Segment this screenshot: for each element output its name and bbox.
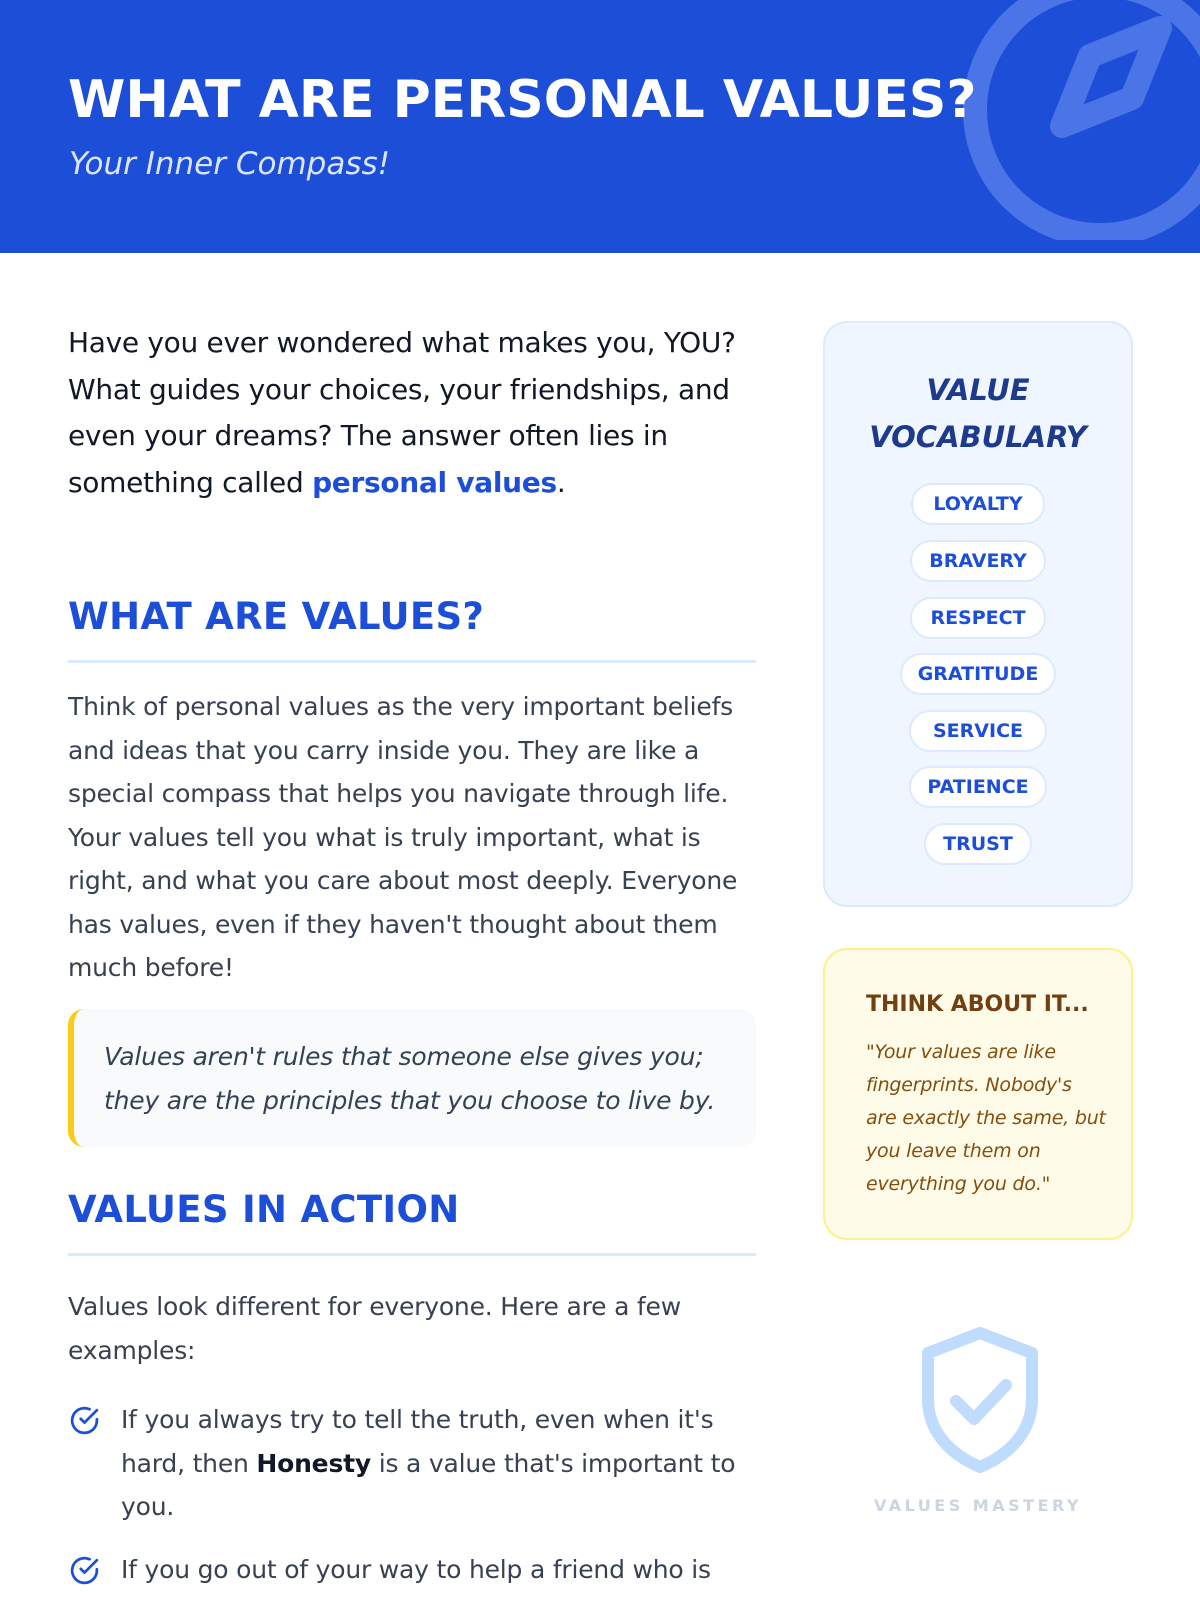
example-text-start: If you always try to tell the truth, even when it's hard, then bbox=[121, 1405, 714, 1478]
intro-end: . bbox=[556, 465, 566, 499]
list-item bbox=[68, 1548, 756, 1592]
value-tag: LOYALTY bbox=[911, 483, 1045, 525]
values-mastery-label: VALUES MASTERY bbox=[873, 1496, 1083, 1515]
think-title: THINK ABOUT IT... bbox=[866, 992, 1089, 1017]
value-tag: GRATITUDE bbox=[900, 653, 1056, 695]
intro-paragraph bbox=[68, 320, 756, 506]
heading-divider bbox=[68, 660, 756, 663]
pull-quote-text: Values aren't rules that someone else gives you; they are the principles that you choose to live by. bbox=[104, 1042, 716, 1115]
think-quote: "Your values are like fingerprints. Nobody's are exactly the same, but you leave them on everything you do." bbox=[866, 1041, 1106, 1195]
intro-text: Have you ever wondered what makes you, YOU? What guides your choices, your friendships, and even your dreams? The answer often lies in something called bbox=[68, 326, 736, 499]
value-tag: RESPECT bbox=[910, 597, 1046, 639]
example-text-end: is a value that's important to you. bbox=[121, 1448, 736, 1521]
value-tag: TRUST bbox=[924, 823, 1032, 865]
list-item bbox=[68, 1398, 756, 1529]
check-circle-icon bbox=[68, 1554, 101, 1587]
shield-check-icon bbox=[916, 1325, 1044, 1475]
main-content bbox=[68, 320, 756, 506]
page-title: WHAT ARE PERSONAL VALUES? bbox=[68, 70, 977, 130]
intro-highlight: personal values bbox=[312, 465, 557, 499]
value-tag: PATIENCE bbox=[909, 766, 1047, 808]
value-tag: SERVICE bbox=[909, 710, 1047, 752]
example-text-start: If you go out of your way to help a friend who is bbox=[121, 1555, 711, 1584]
section-heading-what-are-values: WHAT ARE VALUES? bbox=[68, 595, 485, 638]
example-text bbox=[121, 1398, 756, 1529]
value-tag: BRAVERY bbox=[910, 540, 1046, 582]
header-banner bbox=[0, 0, 1200, 253]
think-about-it-card bbox=[823, 948, 1133, 1240]
pull-quote bbox=[68, 1009, 756, 1147]
section-heading-values-in-action: VALUES IN ACTION bbox=[68, 1188, 460, 1231]
check-circle-icon bbox=[68, 1404, 101, 1437]
heading-divider bbox=[68, 1253, 756, 1256]
example-text bbox=[121, 1548, 756, 1592]
value-vocabulary-card bbox=[823, 321, 1133, 907]
examples-intro: Values look different for everyone. Here are a few examples: bbox=[68, 1292, 681, 1365]
compass-icon bbox=[960, 0, 1200, 240]
vocabulary-title: VALUE VOCABULARY bbox=[869, 373, 1087, 454]
example-value-word: Honesty bbox=[256, 1448, 371, 1478]
page-subtitle: Your Inner Compass! bbox=[69, 146, 391, 182]
values-explanation: Think of personal values as the very important beliefs and ideas that you carry inside you. They are like a special compass that helps you navigate through life. Your values tell you what is truly important, what is right, and what you care about most deeply. Everyone has values, even if they haven't thought about them much before! bbox=[68, 692, 738, 982]
